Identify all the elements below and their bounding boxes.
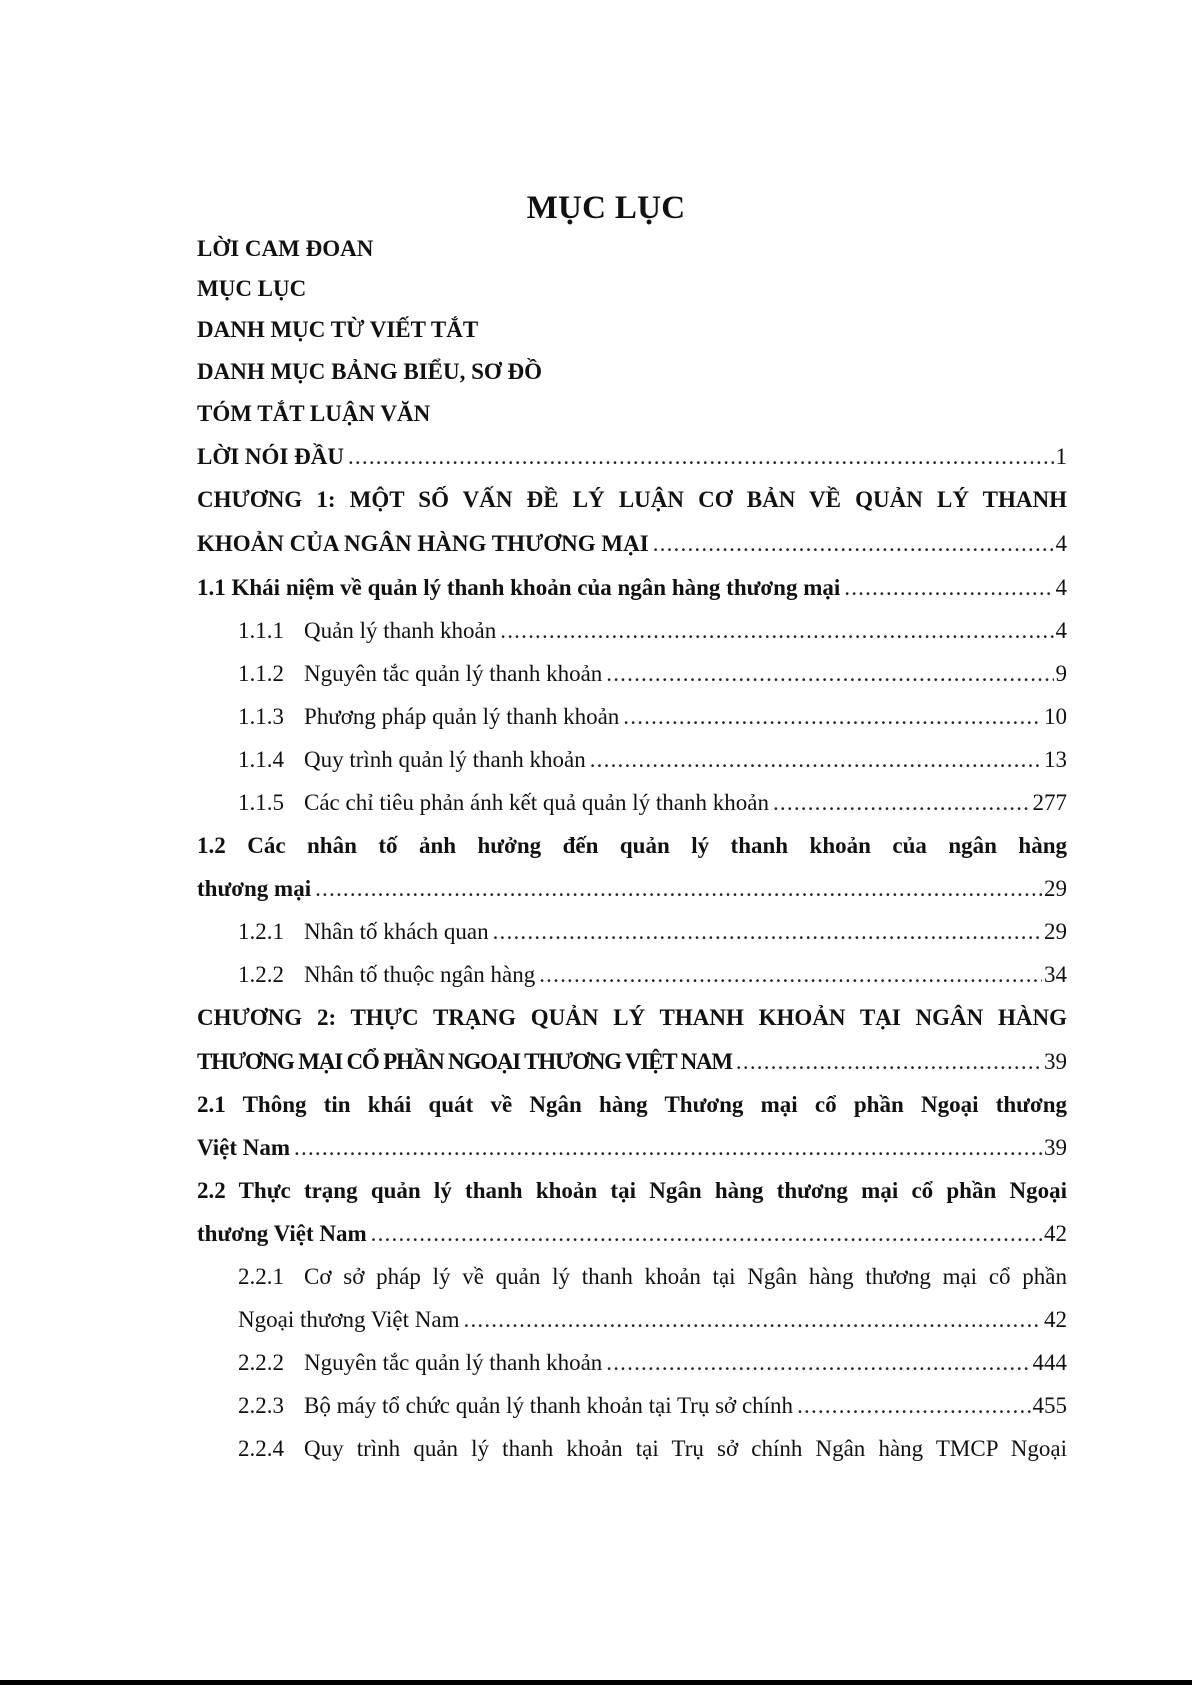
toc-page-number: 34 [1044, 962, 1067, 987]
toc-entry [238, 1255, 1067, 1298]
toc-page-number: 13 [1044, 747, 1067, 772]
toc-entry [197, 392, 1067, 435]
toc-entry [197, 308, 1067, 351]
toc-entry [238, 738, 1067, 781]
toc-entry [238, 695, 1067, 738]
toc-section-number: 2.2.3 [238, 1393, 284, 1418]
toc-page-number: 4 [1055, 575, 1067, 600]
dot-leader [623, 695, 1042, 738]
dot-leader [500, 609, 1053, 652]
toc-section-number: 2.2.1 [238, 1264, 284, 1289]
toc-entry-text: DANH MỤC BẢNG BIỂU, SƠ ĐỒ [197, 359, 543, 384]
toc-entry-text: Cơ sở pháp lý về quản lý thanh khoản tại Ngân hàng thương mại cổ phần [304, 1264, 1067, 1289]
dot-leader [736, 1040, 1042, 1083]
toc-entry-text: 2.2 Thực trạng quản lý thanh khoản tại Ngân hàng thương mại cổ phần Ngoại [197, 1178, 1067, 1203]
toc-entry-text: Nguyên tắc quản lý thanh khoản [304, 1350, 603, 1375]
page-title: MỤC LỤC [526, 190, 686, 226]
toc-entry-text: Quản lý thanh khoản [304, 618, 497, 643]
toc-entry-text: Phương pháp quản lý thanh khoản [304, 704, 620, 729]
toc-entry [197, 1126, 1067, 1169]
toc-entry [197, 350, 1067, 393]
dot-leader [294, 1126, 1042, 1169]
toc-page-number: 42 [1044, 1307, 1067, 1332]
toc-entry-text: Bộ máy tổ chức quản lý thanh khoản tại Trụ sở chính [304, 1393, 794, 1418]
toc-page-number: 10 [1044, 704, 1067, 729]
toc-entry-text: KHOẢN CỦA NGÂN HÀNG THƯƠNG MẠI [197, 531, 649, 556]
dot-leader [348, 435, 1054, 478]
toc-section-number: 1.1.3 [238, 704, 284, 729]
toc-entry-text: LỜI NÓI ĐẦU [197, 444, 344, 469]
toc-page-number: 4 [1055, 531, 1067, 556]
toc-entry [238, 652, 1067, 695]
toc-entry [238, 910, 1067, 953]
toc-entry [197, 478, 1067, 521]
toc-entry-text: THƯƠNG MẠI CỔ PHẦN NGOẠI THƯƠNG VIỆT NAM [197, 1049, 732, 1074]
toc-page-number: 9 [1055, 661, 1067, 686]
toc-entry-text: Nhân tố thuộc ngân hàng [304, 962, 536, 987]
toc-section-number: 1.2.1 [238, 919, 284, 944]
toc-page-number: 39 [1044, 1135, 1067, 1160]
toc-entry [197, 996, 1067, 1039]
page-bottom-border [0, 1680, 1192, 1685]
toc-entry-text: Nguyên tắc quản lý thanh khoản [304, 661, 603, 686]
toc-entry [197, 1040, 1067, 1083]
toc-page-number: 4 [1055, 618, 1067, 643]
toc-entry [238, 1384, 1067, 1427]
toc-entry-text: Quy trình quản lý thanh khoản tại Trụ sở chính Ngân hàng TMCP Ngoại [304, 1436, 1067, 1461]
toc-entry-text: thương mại [197, 876, 312, 901]
toc-entry-text: MỤC LỤC [197, 276, 307, 301]
toc-entry [238, 1427, 1067, 1470]
dot-leader [315, 867, 1042, 910]
toc-entry [197, 267, 1067, 310]
toc-entry [197, 435, 1067, 478]
toc-entry [238, 1298, 1067, 1341]
dot-leader [606, 1341, 1030, 1384]
toc-page-number: 39 [1044, 1049, 1067, 1074]
toc-section-number: 1.2.2 [238, 962, 284, 987]
toc-page-number: 42 [1044, 1221, 1067, 1246]
toc-entry [197, 824, 1067, 867]
toc-entry [197, 522, 1067, 565]
toc-entry [197, 1083, 1067, 1126]
toc-entry [238, 781, 1067, 824]
toc-section-number: 1.1.2 [238, 661, 284, 686]
toc-entry-text: Các chỉ tiêu phản ánh kết quả quản lý thanh khoản [304, 790, 769, 815]
toc-page-number: 444 [1032, 1350, 1067, 1375]
dot-leader [606, 652, 1053, 695]
toc-section-number: 1.1.5 [238, 790, 284, 815]
dot-leader [371, 1212, 1042, 1255]
dot-leader [844, 566, 1053, 609]
dot-leader [797, 1384, 1030, 1427]
toc-entry [197, 867, 1067, 910]
toc-entry [197, 1169, 1067, 1212]
toc-entry-text: Nhân tố khách quan [304, 919, 489, 944]
toc-section-number: 2.2.2 [238, 1350, 284, 1375]
toc-section-number: 2.2.4 [238, 1436, 284, 1461]
toc-entry-text: LỜI CAM ĐOAN [197, 236, 374, 261]
toc-page-number: 29 [1044, 919, 1067, 944]
dot-leader [590, 738, 1042, 781]
toc-entry [197, 566, 1067, 609]
toc-entry [238, 953, 1067, 996]
toc-entry [197, 1212, 1067, 1255]
toc-entry [197, 227, 1067, 270]
toc-entry-text: Việt Nam [197, 1135, 291, 1160]
dot-leader [464, 1298, 1043, 1341]
toc-entry-text: Quy trình quản lý thanh khoản [304, 747, 586, 772]
toc-entry-text: thương Việt Nam [197, 1221, 367, 1246]
toc-entry-text: CHƯƠNG 2: THỰC TRẠNG QUẢN LÝ THANH KHOẢN TẠI NGÂN HÀNG [197, 1005, 1067, 1030]
toc-entry [238, 609, 1067, 652]
dot-leader [493, 910, 1042, 953]
toc-entry-text: 1.2 Các nhân tố ảnh hưởng đến quản lý thanh khoản của ngân hàng [197, 833, 1067, 858]
dot-leader [539, 953, 1042, 996]
toc-entry [238, 1341, 1067, 1384]
toc-page-number: 29 [1044, 876, 1067, 901]
toc-entry-text: CHƯƠNG 1: MỘT SỐ VẤN ĐỀ LÝ LUẬN CƠ BẢN VỀ QUẢN LÝ THANH [197, 487, 1067, 512]
toc-page-number: 277 [1032, 790, 1067, 815]
dot-leader [653, 522, 1054, 565]
dot-leader [773, 781, 1031, 824]
toc-entry-text: Ngoại thương Việt Nam [238, 1307, 460, 1332]
toc-entry-text: DANH MỤC TỪ VIẾT TẮT [197, 317, 479, 342]
toc-entry-text: 1.1 Khái niệm về quản lý thanh khoản của ngân hàng thương mại [197, 575, 841, 600]
toc-page-number: 455 [1032, 1393, 1067, 1418]
toc-section-number: 1.1.1 [238, 618, 284, 643]
toc-entry-text: 2.1 Thông tin khái quát về Ngân hàng Thương mại cổ phần Ngoại thương [197, 1092, 1067, 1117]
toc-page-number: 1 [1055, 444, 1067, 469]
toc-entry-text: TÓM TẮT LUẬN VĂN [197, 401, 431, 426]
toc-section-number: 1.1.4 [238, 747, 284, 772]
